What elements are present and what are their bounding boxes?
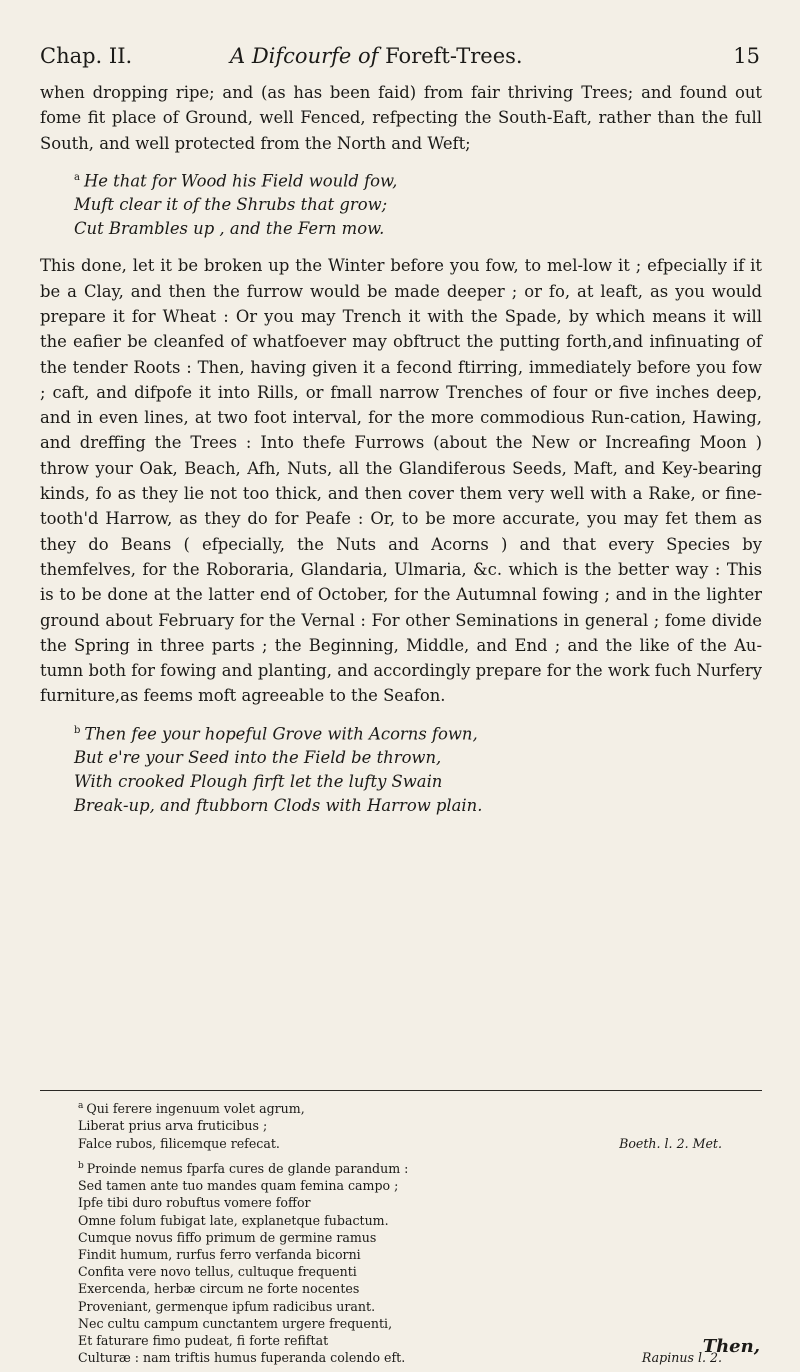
running-title-italic: A Difcourfe of <box>230 44 379 68</box>
footnote-ref: b <box>74 724 81 736</box>
running-title-plain: Foreft-Trees. <box>385 44 523 68</box>
verse-line: $^b$ Then fee your hopeful Grove with Acorns fown, <box>74 724 478 744</box>
footnote-tag: a <box>78 1101 84 1111</box>
footnote-tag: b <box>78 1160 84 1171</box>
verse-line: Break-up, and ftubborn Clods with Harrow plain. <box>74 796 483 816</box>
verse-block-a <box>74 166 762 241</box>
running-title <box>230 44 523 68</box>
verse-line: $^a$ He that for Wood his Field would fow, <box>74 171 398 191</box>
verse-line: But e're your Seed into the Field be thrown, <box>74 748 442 768</box>
footnote-divider <box>40 1090 762 1091</box>
chapter-label: Chap. II. <box>40 44 133 68</box>
footnote-a: $^a$ Qui ferere ingenuum volet agrum, Liberat prius arva fruticibus ; Falce rubos, filicemque refecat. Boeth. l. 2. Met. <box>78 1101 722 1151</box>
main-text <box>40 80 762 828</box>
verse-line: Cut Brambles up , and the Fern mow. <box>74 219 385 239</box>
footnote-ref: a <box>74 171 80 183</box>
paragraph-1: when dropping ripe; and (as has been faid) from fair thriving Trees; and found out fome fit place of Ground, well Fenced, refpecting the South-Eaft, rather than the full South, and well protected from the North and Weft; <box>40 83 762 153</box>
running-header <box>40 44 760 74</box>
footnote-b: $^b$ Proinde nemus fparfa cures de glande parandum : Sed tamen ante tuo mandes quam femina campo ; Ipfe tibi duro robuftus vomere foffor Omne folum fubigat late, explanetque fubactum. Cumque novus fiffo primum de germine ramus Findit humum, rurfus ferro verfanda bicorni Confita vere novo tellus, cultuque frequenti Exercenda, herbæ circum ne forte nocentes Proveniant, germenque ipfum radicibus urant. Nec cultu campum cunctantem urgere frequenti, Et faturare fimo pudeat, fi forte refiftat Culturæ : nam triftis humus fuperanda colendo eft. Rapinus l. 2. <box>78 1160 722 1366</box>
catchword: Then, <box>702 1336 760 1357</box>
verse-block-b <box>74 719 762 818</box>
footnote-source: Rapinus l. 2. <box>641 1350 722 1366</box>
footnotes <box>78 1098 762 1372</box>
verse-line: With crooked Plough firft let the lufty Swain <box>74 772 443 792</box>
page-number: 15 <box>733 44 760 68</box>
verse-line: Muft clear it of the Shrubs that grow; <box>74 195 388 215</box>
paragraph-2: This done, let it be broken up the Winter before you fow, to mel-low it ; efpecially if it be a Clay, and then the furrow would be made deeper ; or fo, at leaft, as you would prepare it for Wheat : Or you may Trench it with the Spade, by which means it will the eafier be cleanfed of whatfoever may obftruct the putting forth,and infinuating of the tender Roots : Then, having given it a fecond ftirring, immediately before you fow ; caft, and difpofe it into Rills, or fmall narrow Trenches of four or five inches deep, and in even lines, at two foot interval, for the more commodious Run-cation, Hawing, and dreffing the Trees : Into thefe Furrows (about the New or Increafing Moon ) throw your Oak, Beach, Afh, Nuts, all the Glandiferous Seeds, Maft, and Key-bearing kinds, fo as they lie not too thick, and then cover them very well with a Rake, or fine-tooth'd Harrow, as they do for Peafe : Or, to be more accurate, you may fet them as they do Beans ( efpecially, the Nuts and Acorns ) and that every Species by themfelves, for the Roboraria, Glandaria, Ulmaria, &c. which is the better way : This is to be done at the latter end of October, for the Autumnal fowing ; and in the lighter ground about February for the Vernal : For other Seminations in general ; fome divide the Spring in three parts ; the Beginning, Middle, and End ; and the like of the Au-tumn both for fowing and planting, and accordingly prepare for the work fuch Nurfery furniture,as feems moft agreeable to the Seafon. <box>40 256 762 706</box>
footnote-source: Boeth. l. 2. Met. <box>619 1135 722 1151</box>
